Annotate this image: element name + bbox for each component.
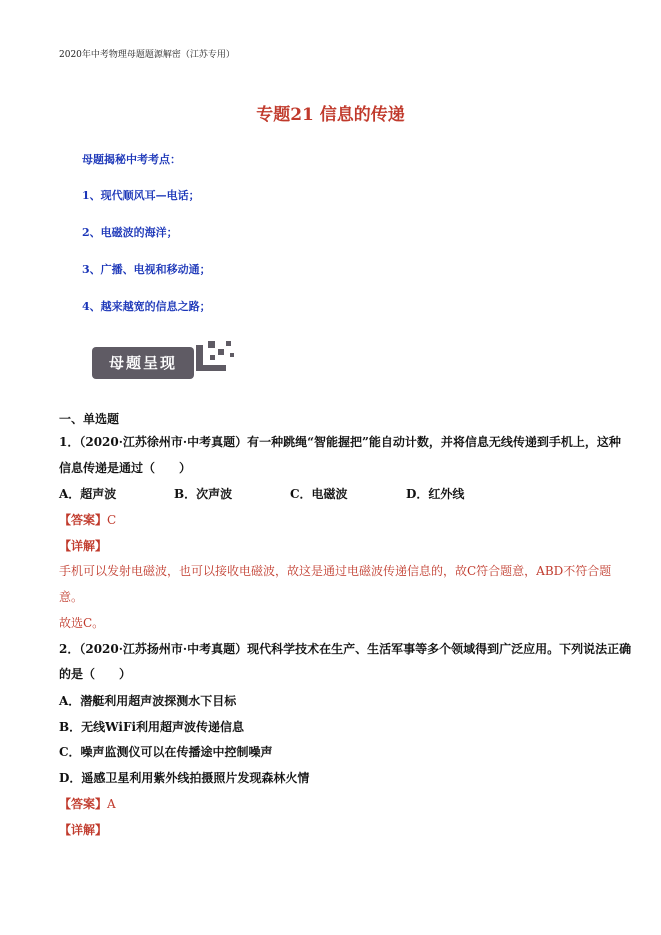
answer-value: A [107, 797, 116, 811]
explanation-line-1: 手机可以发射电磁波，也可以接收电磁波，故这是通过电磁波传递信息的，故C符合题意，ABD不符合题 [59, 564, 612, 578]
page-header: 2020年中考物理母题题源解密（江苏专用） [59, 50, 235, 60]
question-2-line-1: 2．（2020·江苏扬州市·中考真题）现代科学技术在生产、生活军事等多个领域得到广泛应用。下列说法正确 [59, 642, 632, 656]
option-d: D．遥感卫星利用紫外线拍摄照片发现森林火情 [59, 771, 310, 785]
option-c: C．电磁波 [290, 487, 348, 501]
option-a: A．超声波 [59, 487, 117, 501]
answer-label: 【答案】 [59, 797, 108, 811]
option-b: B．次声波 [174, 487, 233, 501]
question-1-line-2: 信息传递是通过（ ） [59, 461, 192, 475]
section-heading: 一、单选题 [59, 412, 120, 426]
key-point-item: 1、现代顺风耳—电话； [82, 189, 200, 202]
option-d: D．红外线 [406, 487, 465, 501]
question-1-line-1: 1．（2020·江苏徐州市·中考真题）有一种跳绳“智能握把”能自动计数，并将信息无线传递到手机上，这种 [59, 435, 621, 449]
question-2-line-2: 的是（ ） [59, 667, 132, 681]
answer-label: 【答案】 [59, 513, 108, 527]
explain-label: 【详解】 [59, 823, 108, 837]
answer-line [59, 511, 116, 528]
key-point-item: 2、电磁波的海洋； [82, 226, 178, 239]
answer-line [59, 795, 116, 812]
section-banner [92, 339, 240, 385]
option-c: C．噪声监测仪可以在传播途中控制噪声 [59, 745, 273, 759]
key-point-item: 4、越来越宽的信息之路； [82, 300, 211, 313]
option-b: B．无线WiFi利用超声波传递信息 [59, 720, 245, 734]
question-1-options [59, 485, 464, 502]
explain-label: 【详解】 [59, 539, 108, 553]
answer-value: C [107, 513, 117, 527]
key-point-item: 3、广播、电视和移动通； [82, 263, 211, 276]
page-title: 专题21 信息的传递 [256, 105, 405, 125]
explanation-line-2: 意。 [59, 590, 84, 604]
conclusion: 故选C。 [59, 616, 105, 630]
option-a: A．潜艇利用超声波探测水下目标 [59, 694, 237, 708]
banner-label: 母题呈现 [92, 347, 194, 379]
key-points-heading: 母题揭秘中考考点： [82, 153, 181, 166]
